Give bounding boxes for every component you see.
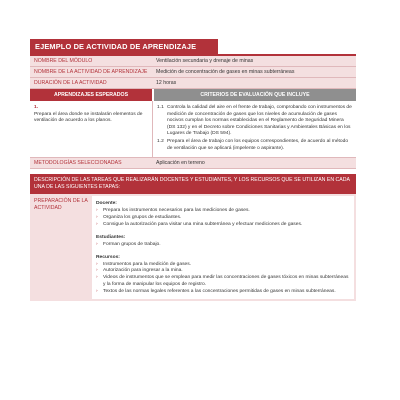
criterio-item [157, 105, 352, 138]
criterios-cell [152, 101, 356, 157]
list-item-text: Videos de instrumentos que se emplean para medir las concentraciones de gases tóxicos en minas subterráneas y la forma de manipular los equipos de registro. [103, 275, 349, 288]
criterio-text: Controla la calidad del aire en el frente de trabajo, comprobando con instrumentos de medición de concentración de gases que los niveles de acumulación de gases nocivos cumplan los normas establecidas en el Reglamento de Seguridad Minera (DS 132) y en el Decreto sobre Condiciones Sanitarias y Ambientales Básicas en los Lugares de Trabajo (DS 594). [167, 105, 352, 137]
chevron-right-icon: › [96, 261, 98, 267]
aprendizaje-cell [30, 101, 152, 157]
chevron-right-icon: › [96, 208, 98, 214]
criterio-text: Prepara el área de trabajo con los equipos correspondientes, de acuerdo al método de ventilación que se aplicará (impelente o aspirante). [167, 138, 349, 151]
learning-activity-sheet [30, 36, 356, 301]
table-header [30, 89, 356, 101]
list-item [96, 289, 350, 296]
descripcion-header: DESCRIPCIÓN DE LAS TAREAS QUE REALIZARÁN DOCENTES Y ESTUDIANTES, Y LOS RECURSOS QUE SE UTILIZAN EN CADA UNA DE LAS SIGUIENTES ETAPAS: [30, 174, 356, 194]
info-row-duration [30, 78, 356, 89]
info-row-module [30, 56, 356, 67]
list-item [96, 275, 350, 289]
metodologias-value: Aplicación en terreno [156, 160, 205, 167]
criterio-item [157, 139, 352, 152]
criterio-number: 1.1 [157, 105, 164, 110]
info-value: Medición de concentración de gases en minas subterráneas [156, 69, 295, 75]
preparacion-row [30, 194, 356, 301]
header-criterios: CRITERIOS DE EVALUACIÓN QUE INCLUYE [154, 89, 356, 101]
chevron-right-icon: › [96, 289, 98, 295]
metodologias-row [30, 157, 356, 169]
list-item-text: Organiza los grupos de estudiantes. [103, 214, 182, 220]
list-item-text: Prepara los instrumentos necesarios para las mediciones de gases. [103, 208, 250, 214]
learning-criteria-row [30, 101, 356, 157]
list-item [96, 242, 350, 249]
chevron-right-icon: › [96, 241, 98, 247]
preparacion-body [92, 196, 354, 299]
recursos-title: Recursos: [96, 254, 120, 260]
preparacion-label: PREPARACIÓN DE LA ACTIVIDAD [34, 198, 88, 211]
chevron-right-icon: › [96, 268, 98, 274]
chevron-right-icon: › [96, 214, 98, 220]
info-value: 12 horas [156, 80, 177, 86]
list-item-text: Textos de las normas legales referentes a las concentraciones permitidas de gases en minas subterráneas. [103, 289, 336, 295]
aprendizaje-text: Prepara el área donde se instalarán elementos de ventilación de acuerdo a los planos. [34, 111, 143, 124]
metodologias-label: METODOLOGÍAS SELECCIONADAS [34, 160, 122, 167]
estudiantes-title: Estudiantes: [96, 234, 126, 240]
chevron-right-icon: › [96, 221, 98, 227]
list-item [96, 208, 350, 215]
list-item [96, 215, 350, 222]
info-label: DURACIÓN DE LA ACTIVIDAD [34, 80, 107, 86]
page-title: EJEMPLO DE ACTIVIDAD DE APRENDIZAJE [30, 39, 218, 54]
list-item-text: Instrumentos para la medición de gases. [103, 261, 192, 267]
list-item-text: Forman grupos de trabajo. [103, 241, 161, 247]
aprendizaje-number: 1. [34, 105, 39, 110]
list-item-text: Autorización para ingresar a la mina. [103, 268, 183, 274]
info-label: NOMBRE DE LA ACTIVIDAD DE APRENDIZAJE [34, 69, 148, 75]
chevron-right-icon: › [96, 275, 98, 281]
list-item [96, 222, 350, 229]
list-item-text: Consigue la autorización para visitar una mina subterránea y efectuar mediciones de gases. [103, 221, 303, 227]
criterio-number: 1.2 [157, 138, 164, 144]
header-aprendizajes: APRENDIZAJES ESPERADOS [30, 89, 152, 101]
info-label: NOMBRE DEL MÓDULO [34, 58, 93, 64]
docente-title: Docente: [96, 201, 117, 207]
info-row-activity [30, 67, 356, 78]
info-value: Ventilación secundaria y drenaje de minas [156, 58, 254, 64]
